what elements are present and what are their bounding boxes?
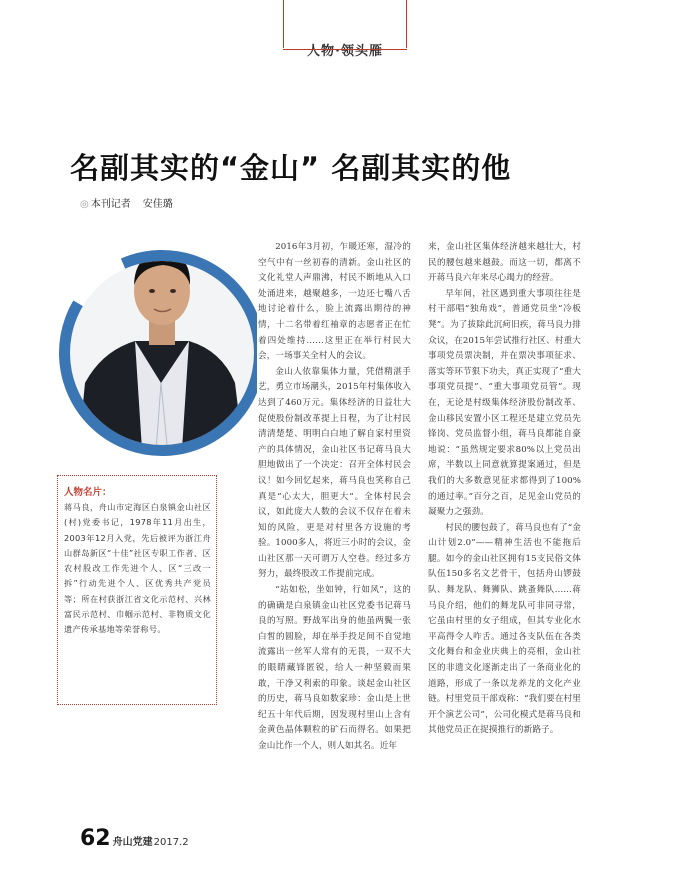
paragraph: “站如松，坐如钟，行如风”，这的的确确是白泉镇金山社区党委书记蒋马良的写照。野战军出身的他虽两鬓一张白皙的圆脸，却在举手投足间不自觉地流露出一丝军人常有的无畏，一双不大的眼睛藏锋匿锐，给人一种坚毅而果敢，干净又利索的印象。谈起金山社区的历史，蒋马良如数家珍：金山是上世纪五十年代后期，因发现村里山上含有金黄色晶体颗粒的矿石而得名。如果把金山比作一个人，则人如其名。近年 bbox=[258, 585, 411, 751]
byline-role: 本刊记者 bbox=[90, 199, 131, 210]
portrait-illustration bbox=[57, 233, 257, 465]
magazine-name: 舟山党建 bbox=[112, 837, 153, 848]
section-label: 人物·领头雁 bbox=[307, 44, 383, 59]
page-number: 62 bbox=[80, 826, 111, 851]
profile-text: 蒋马良，舟山市定海区白泉镇金山社区(村)党委书记，1978年11月出生，2003年12月入党，先后被评为浙江舟山群岛新区“十佳”社区专职工作者、区农村股改工作先进个人、区“三改一拆”行动先进个人、区优秀共产党员等；所在村获浙江省文化示范村、兴林富民示范村、巾帼示范村、非物质文化遗产传承基地等荣誉称号。 bbox=[64, 502, 211, 635]
page-footer bbox=[80, 826, 189, 851]
profile-card bbox=[57, 475, 217, 705]
paragraph: 村民的腰包鼓了，蒋马良也有了“金山计划2.0”——精神生活也不能拖后腿。如今的金山社区拥有15支民俗文体队伍150多名文艺骨干，包括舟山锣鼓队、舞龙队、舞狮队、跳蚤舞队……蒋马良介绍，他们的舞龙队可非同寻常，它虽由村里的女子组成，但其专业化水平高得令人咋舌。通过各支队伍在各类文化舞台和金业庆典上的亮相，金山社区的非遗文化逐渐走出了一条商业化的道路，形成了一条以龙养龙的文化产业链。村里党员干部戏称：“我们要在村里开个演艺公司”，公司化模式是蒋马良和其他党员正在捉摸推行的新路子。 bbox=[428, 522, 581, 736]
paragraph: 金山人依靠集体力量，凭借精湛手艺，勇立市场潮头，2015年村集体收入达到了460万元。集体经济的日益壮大促使股份制改革提上日程，为了让村民清清楚楚、明明白白地了解自家村里资产的具体情况，金山社区书记蒋马良大胆地做出了一个决定：召开全体村民会议！如今回忆起来，蒋马良也笑称自己真是“心太大，胆更大”。全体村民会议，如此庞大人数的会议不仅存在着未知的风险，更是对村里各方设施的考验。1000多人，将近三小时的会议，金山社区那一天可谓万人空巷。经过多方努力，最终股改工作提前完成。 bbox=[258, 366, 411, 580]
header-rule bbox=[283, 49, 407, 50]
paragraph: 早年间，社区遇到重大事项往往是村干部唱“独角戏”，普通党员坐“冷板凳”。为了拔除此沉疴旧疾，蒋马良力排众议，在2015年尝试推行社区、村重大事项党员票决制，并在票决事项征求、落实等环节狠下功夫，真正实现了“重大事项党员提”、“重大事项党员管”。现在，无论是村级集体经济股份制改革、金山移民安置小区工程还是建立党员先锋岗、党员监督小组，蒋马良都能自豪地说：“虽然规定要求80%以上党员出席，半数以上同意就算提案通过，但是我们的大多数意见征求都得到了100%的通过率。”百分之百，足见金山党员的凝聚力之强劲。 bbox=[428, 288, 581, 518]
byline-author: 安佳璐 bbox=[142, 199, 173, 210]
issue-number: 2017.2 bbox=[153, 837, 189, 848]
article-title: 名副其实的“金山” 名副其实的他 bbox=[70, 151, 512, 185]
portrait-photo bbox=[57, 233, 257, 465]
byline-bullet-icon: ◎ bbox=[80, 199, 89, 210]
article-column-1 bbox=[258, 240, 411, 755]
paragraph: 来，金山社区集体经济越来越壮大，村民的腰包越来越鼓。而这一切，都离不开蒋马良六年来尽心竭力的经营。 bbox=[428, 242, 581, 284]
profile-heading: 人物名片： bbox=[64, 487, 112, 498]
byline bbox=[80, 195, 173, 210]
article-column-2 bbox=[428, 240, 581, 739]
paragraph: 2016年3月初，乍暖还寒，湿冷的空气中有一丝初春的清新。金山社区的文化礼堂人声鼎沸，村民不断地从入口处涌进来，越聚越多，一边还七嘴八舌地讨论着什么，脸上流露出期待的神情，十二名带着红袖章的志愿者正在忙着四处维持……这里正在举行村民大会，一场事关全村人的会议。 bbox=[258, 242, 411, 362]
